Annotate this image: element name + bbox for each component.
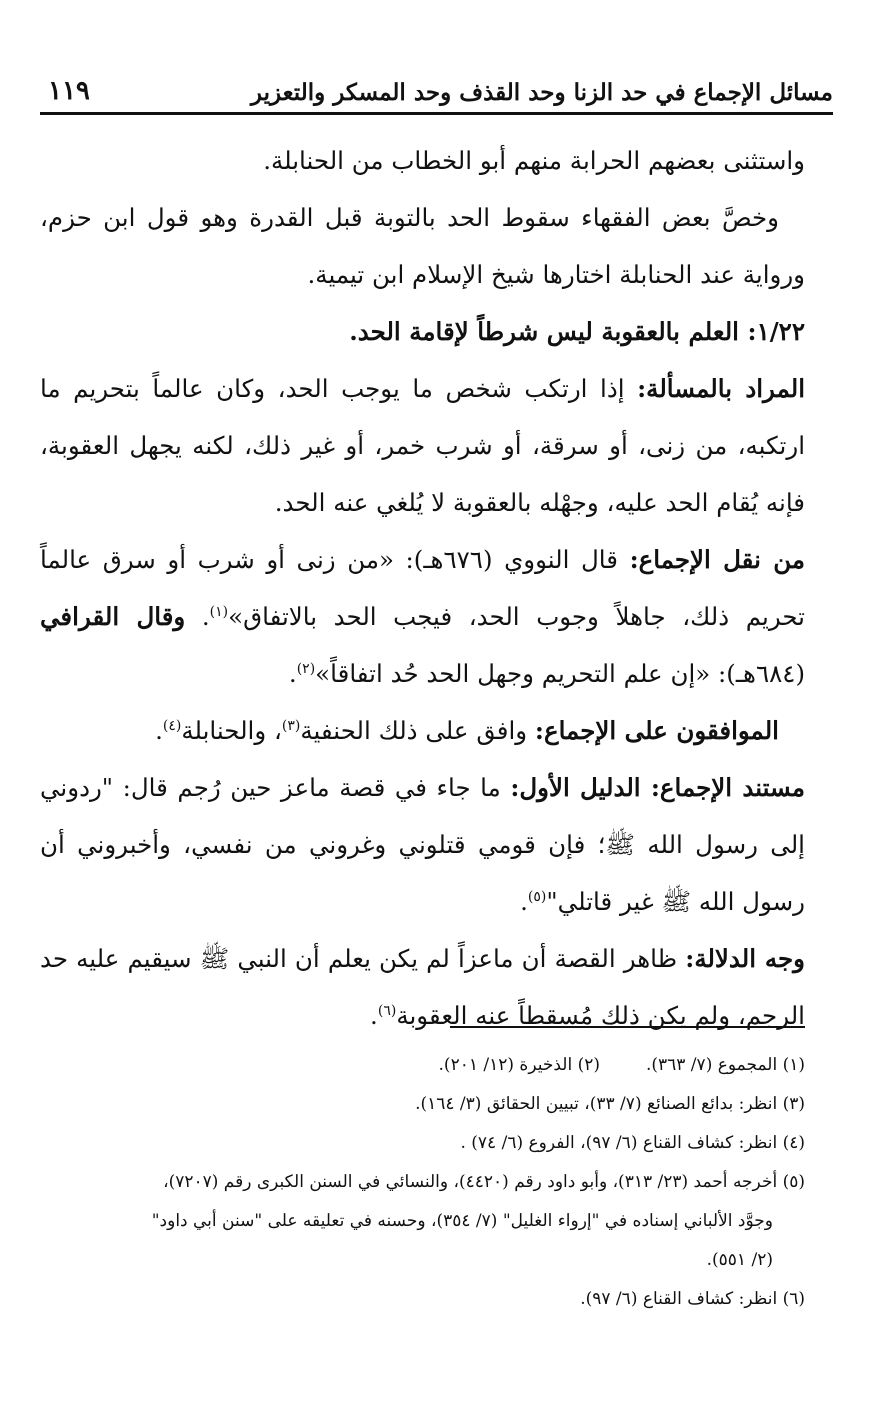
- paragraph-inference: وجه الدلالة: ظاهر القصة أن ماعزاً لم يكن يعلم أن النبي ﷺ سيقيم عليه حد الرجم، ولم يكن ذلك مُسقطاً عنه العقوبة$^{(٦)}$.: [40, 944, 805, 1030]
- paragraph-meaning: [40, 360, 805, 531]
- agreeing-text-b: ، والحنابلة: [181, 716, 282, 745]
- paragraph-text: واستثنى بعضهم الحرابة منهم أبو الخطاب من الحنابلة.: [263, 146, 805, 175]
- footnote-6: (٦) انظر: كشاف القناع (٦/ ٩٧).: [580, 1289, 805, 1309]
- footnote-4: (٤) انظر: كشاف القناع (٦/ ٩٧)، الفروع (٦/ ٧٤) .: [460, 1133, 805, 1153]
- label-transmitters: من نقل الإجماع:: [629, 545, 805, 574]
- footnotes: [40, 1046, 805, 1319]
- paragraph-exception: [40, 132, 805, 189]
- footnote-ref-2[interactable]: (٢): [296, 660, 316, 677]
- paragraph-repentance: [40, 189, 805, 303]
- paragraph-text: إذا ارتكب شخص ما يوجب الحد، وكان عالماً بتحريم ما ارتكبه، من زنى، أو سرقة، أو شرب خمر، أو غير ذلك، لكنه يجهل العقوبة، فإنه يُقام الحد عليه، وجهْله بالعقوبة لا يُلغي عنه الحد.: [40, 374, 805, 517]
- inference-text: ظاهر القصة أن ماعزاً لم يكن يعلم أن النبي ﷺ سيقيم عليه حد الرجم، ولم يكن ذلك مُسقطاً عنه العقوبة: [40, 944, 805, 1030]
- section-heading: [40, 303, 805, 360]
- running-title: مسائل الإجماع في حد الزنا وحد القذف وحد المسكر والتعزير: [250, 79, 833, 106]
- paragraph-evidence: مستند الإجماع: الدليل الأول: ما جاء في قصة ماعز حين رُجم قال: "ردوني إلى رسول الله ﷺ؛ فإن قومي قتلوني وغروني من نفسي، وأخبروني أن رسول الله ﷺ غير قاتلي"$^{(٥)}$.: [40, 773, 805, 916]
- quote-nawawi: قال النووي (٦٧٦هـ): «من زنى أو شرب أو سرق عالماً تحريم ذلك، جاهلاً وجوب الحد، فيجب الحد بالاتفاق»: [40, 545, 806, 631]
- footnote-ref-3[interactable]: (٣): [281, 717, 301, 734]
- paragraph-agreeing: الموافقون على الإجماع: وافق على ذلك الحنفية$^{(٣)}$، والحنابلة$^{(٤)}$.: [155, 716, 779, 745]
- footnote-ref-1[interactable]: (١): [209, 603, 229, 620]
- footnote-3: (٣) انظر: بدائع الصنائع (٧/ ٣٣)، تبيين الحقائق (٣/ ١٦٤).: [415, 1094, 805, 1114]
- paragraph-consensus-transmitters: من نقل الإجماع: قال النووي (٦٧٦هـ): «من زنى أو شرب أو سرق عالماً تحريم ذلك، جاهلاً وجوب الحد، فيجب الحد بالاتفاق»$^{(١)}$. وقال القرافي (٦٨٤هـ): «إن علم التحريم وجهل الحد حُد اتفاقاً»$^{(٢)}$.: [40, 545, 806, 688]
- running-header: [40, 62, 833, 106]
- evidence-text: ما جاء في قصة ماعز حين رُجم قال: "ردوني إلى رسول الله ﷺ؛ فإن قومي قتلوني وغروني من نفسي، وأخبروني أن رسول الله ﷺ غير قاتلي": [40, 773, 805, 916]
- label-qarafi: وقال القرافي: [40, 602, 186, 631]
- footnote-2: (٢) الذخيرة (١٢/ ٢٠١).: [438, 1055, 600, 1075]
- paragraph-text: وخصَّ بعض الفقهاء سقوط الحد بالتوبة قبل القدرة وهو قول ابن حزم، ورواية عند الحنابلة اختارها شيخ الإسلام ابن تيمية.: [40, 203, 805, 289]
- footnote-5-line-1: (٥) أخرجه أحمد (٢٣/ ٣١٣)، وأبو داود رقم (٤٤٢٠)، والنسائي في السنن الكبرى رقم (٧٢٠٧)،: [163, 1172, 805, 1192]
- page-number: ١١٩: [48, 76, 90, 106]
- agreeing-text-a: وافق على ذلك الحنفية: [300, 716, 528, 745]
- main-text: [40, 132, 805, 1044]
- footnote-ref-5[interactable]: (٥): [527, 888, 547, 905]
- footnote-row-1-2: [40, 1046, 805, 1085]
- label-agreeing: الموافقون على الإجماع:: [534, 716, 779, 745]
- footnote-5: [40, 1163, 805, 1280]
- footnote-ref-4[interactable]: (٤): [162, 717, 182, 734]
- footnote-ref-6[interactable]: (٦): [377, 1002, 397, 1019]
- footnote-5-line-2: وجوَّد الألباني إسناده في "إرواء الغليل" (٧/ ٣٥٤)، وحسنه في تعليقه على "سنن أبي داود": [151, 1211, 773, 1231]
- quote-qarafi: (٦٨٤هـ): «إن علم التحريم وجهل الحد حُد اتفاقاً»: [315, 659, 805, 688]
- header-rule: [40, 112, 833, 115]
- label-inference: وجه الدلالة:: [685, 944, 805, 973]
- footnote-1: (١) المجموع (٧/ ٣٦٣).: [645, 1055, 805, 1075]
- label-evidence: مستند الإجماع: الدليل الأول:: [510, 773, 805, 802]
- footnote-5-line-3: (٢/ ٥٥١).: [706, 1250, 773, 1270]
- footnote-separator: [450, 1026, 805, 1028]
- heading-text: ١/٢٢: العلم بالعقوبة ليس شرطاً لإقامة الحد.: [349, 317, 805, 346]
- label-meaning: المراد بالمسألة:: [637, 374, 805, 403]
